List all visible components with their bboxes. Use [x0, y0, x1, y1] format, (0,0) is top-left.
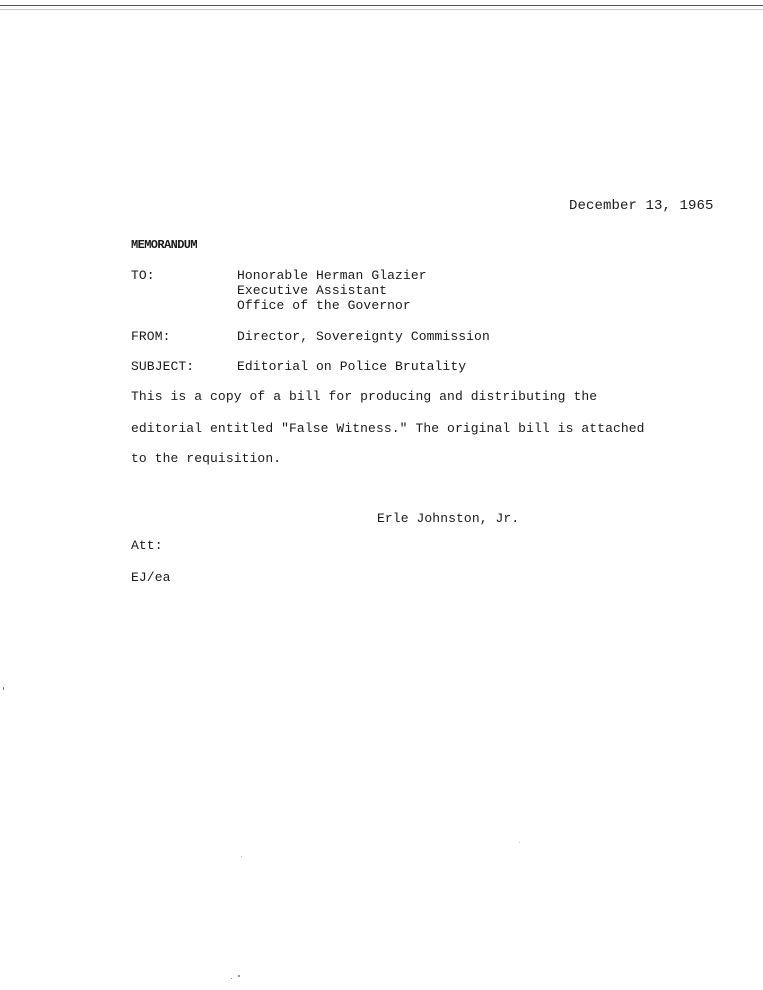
scan-speck: [519, 842, 520, 843]
to-label: TO:: [131, 268, 155, 283]
scan-speck: [3, 687, 4, 690]
memo-date: December 13, 1965: [569, 198, 714, 214]
signature-name: Erle Johnston, Jr.: [377, 511, 520, 526]
body-line: This is a copy of a bill for producing and distributing the: [131, 389, 598, 404]
scan-top-border-faint: [0, 9, 763, 10]
memo-heading: MEMORANDUM: [131, 238, 198, 252]
scan-speck: [241, 856, 242, 857]
typist-initials: EJ/ea: [131, 570, 171, 585]
to-recipient-title: Executive Assistant: [237, 283, 388, 298]
to-recipient-office: Office of the Governor: [237, 298, 411, 313]
subject-value: Editorial on Police Brutality: [237, 359, 467, 374]
scan-top-border: [0, 5, 763, 6]
subject-label: SUBJECT:: [131, 359, 195, 374]
scan-speck: [238, 975, 240, 977]
body-line: editorial entitled "False Witness." The original bill is attached: [131, 421, 645, 436]
from-value: Director, Sovereignty Commission: [237, 329, 490, 344]
body-line: to the requisition.: [131, 451, 282, 466]
to-recipient-name: Honorable Herman Glazier: [237, 268, 427, 283]
from-label: FROM:: [131, 329, 171, 344]
attachment-label: Att:: [131, 538, 163, 553]
scan-speck: [231, 978, 232, 979]
